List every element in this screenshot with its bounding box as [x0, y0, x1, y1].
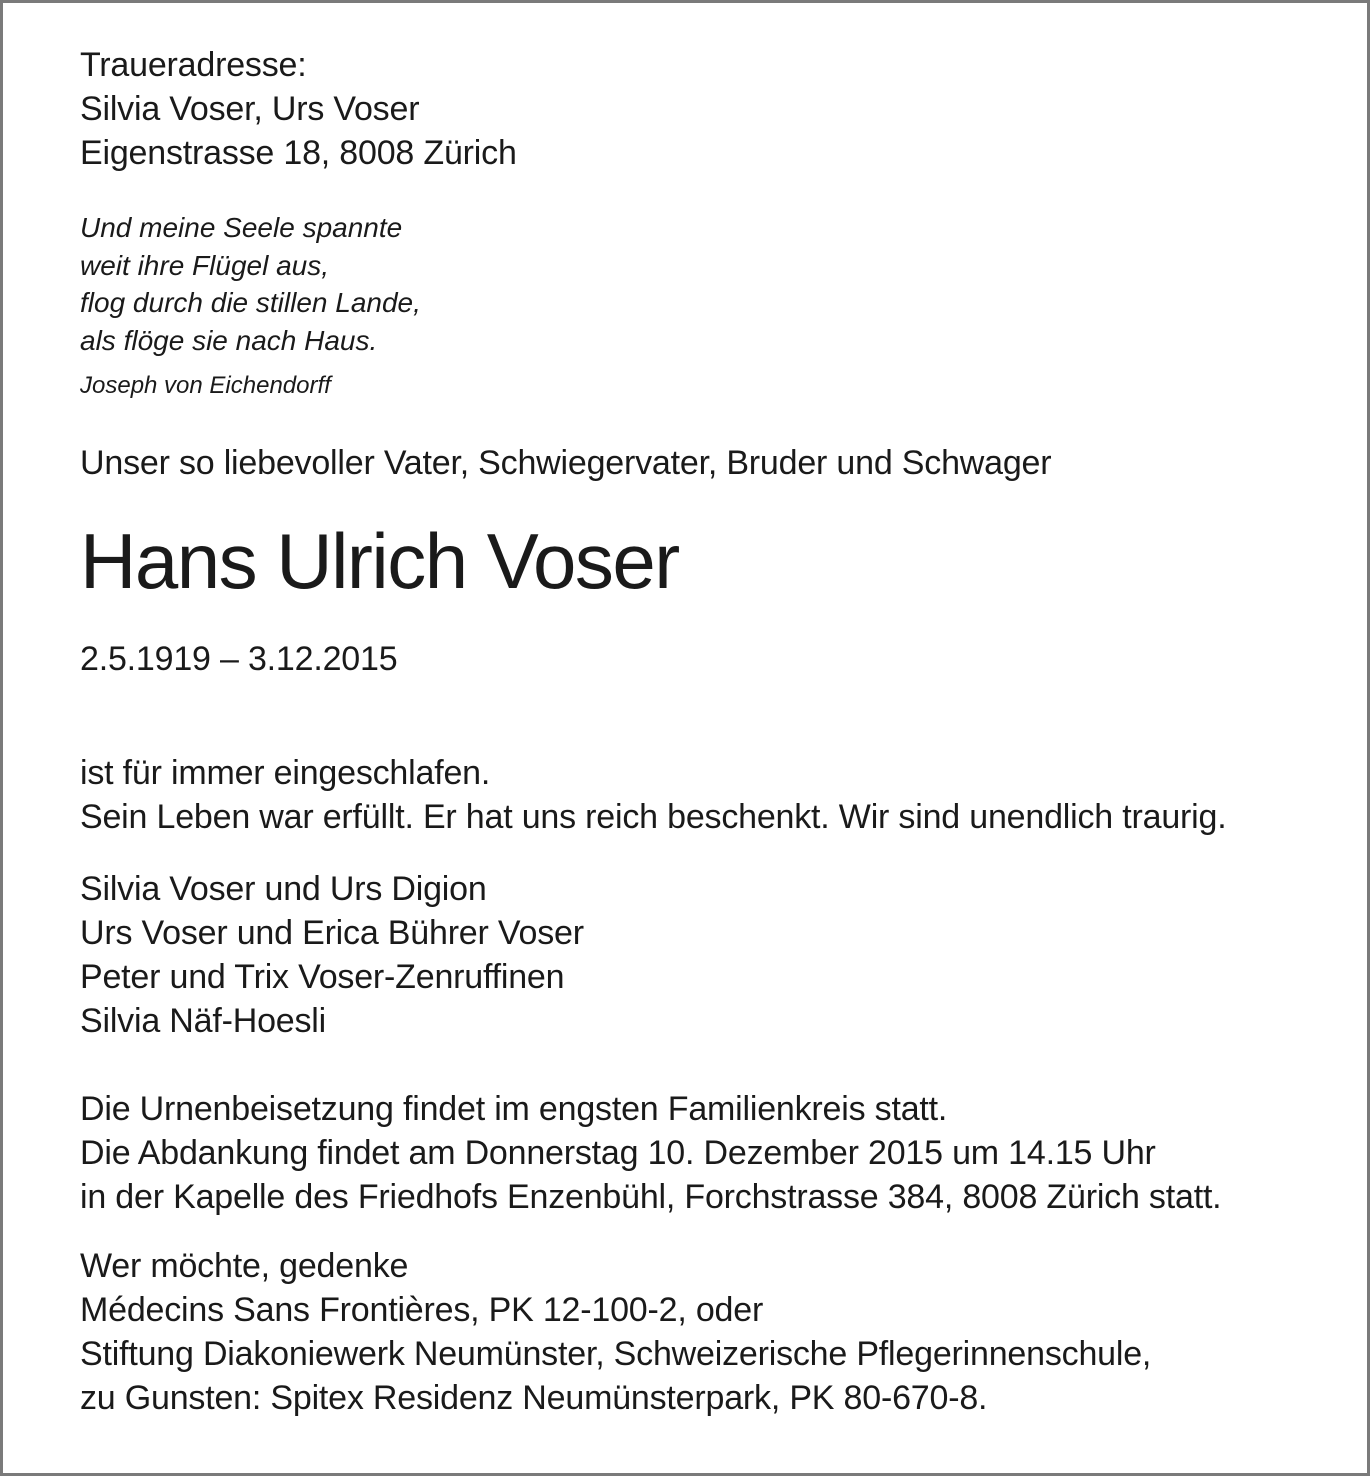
mourning-address [80, 43, 1340, 175]
ceremony-line: in der Kapelle des Friedhofs Enzenbühl, Forchstrasse 384, 8008 Zürich statt. [80, 1178, 1222, 1216]
donation-line: Stiftung Diakoniewerk Neumünster, Schweizerische Pflegerinnenschule, [80, 1335, 1152, 1373]
ceremony-line: Die Abdankung findet am Donnerstag 10. Dezember 2015 um 14.15 Uhr [80, 1134, 1156, 1172]
poem-line: als flöge sie nach Haus. [80, 324, 378, 356]
message-line: Sein Leben war erfüllt. Er hat uns reich beschenkt. Wir sind unendlich traurig. [80, 798, 1227, 836]
family-member: Urs Voser und Erica Bührer Voser [80, 914, 584, 952]
donation-line: Wer möchte, gedenke [80, 1247, 409, 1285]
address-label: Traueradresse: [80, 46, 307, 84]
message [80, 751, 1340, 839]
family-member: Silvia Näf-Hoesli [80, 1002, 327, 1040]
ceremony-line: Die Urnenbeisetzung findet im engsten Familienkreis statt. [80, 1090, 948, 1128]
donation-info [80, 1244, 1340, 1420]
life-dates: 2.5.1919 – 3.12.2015 [80, 640, 398, 678]
family-members [80, 867, 1340, 1043]
poem-line: flog durch die stillen Lande, [80, 287, 421, 318]
donation-line: Médecins Sans Frontières, PK 12-100-2, oder [80, 1291, 764, 1329]
message-line: ist für immer eingeschlafen. [80, 754, 491, 792]
address-names: Silvia Voser, Urs Voser [80, 90, 420, 128]
poem-line: weit ihre Flügel aus, [80, 249, 330, 281]
family-member: Peter und Trix Voser-Zenruffinen [80, 958, 565, 996]
family-member: Silvia Voser und Urs Digion [80, 870, 487, 908]
poem-line: Und meine Seele spannte [80, 212, 403, 243]
poem-author: Joseph von Eichendorff [80, 372, 331, 399]
obituary-content [80, 43, 1340, 1420]
poem [80, 209, 1340, 359]
ceremony-info [80, 1087, 1340, 1219]
address-street: Eigenstrasse 18, 8008 Zürich [80, 134, 517, 172]
intro-text: Unser so liebevoller Vater, Schwiegervater, Bruder und Schwager [80, 444, 1052, 482]
donation-line: zu Gunsten: Spitex Residenz Neumünsterpark, PK 80-670-8. [80, 1379, 988, 1417]
deceased-name: Hans Ulrich Voser [80, 517, 679, 605]
